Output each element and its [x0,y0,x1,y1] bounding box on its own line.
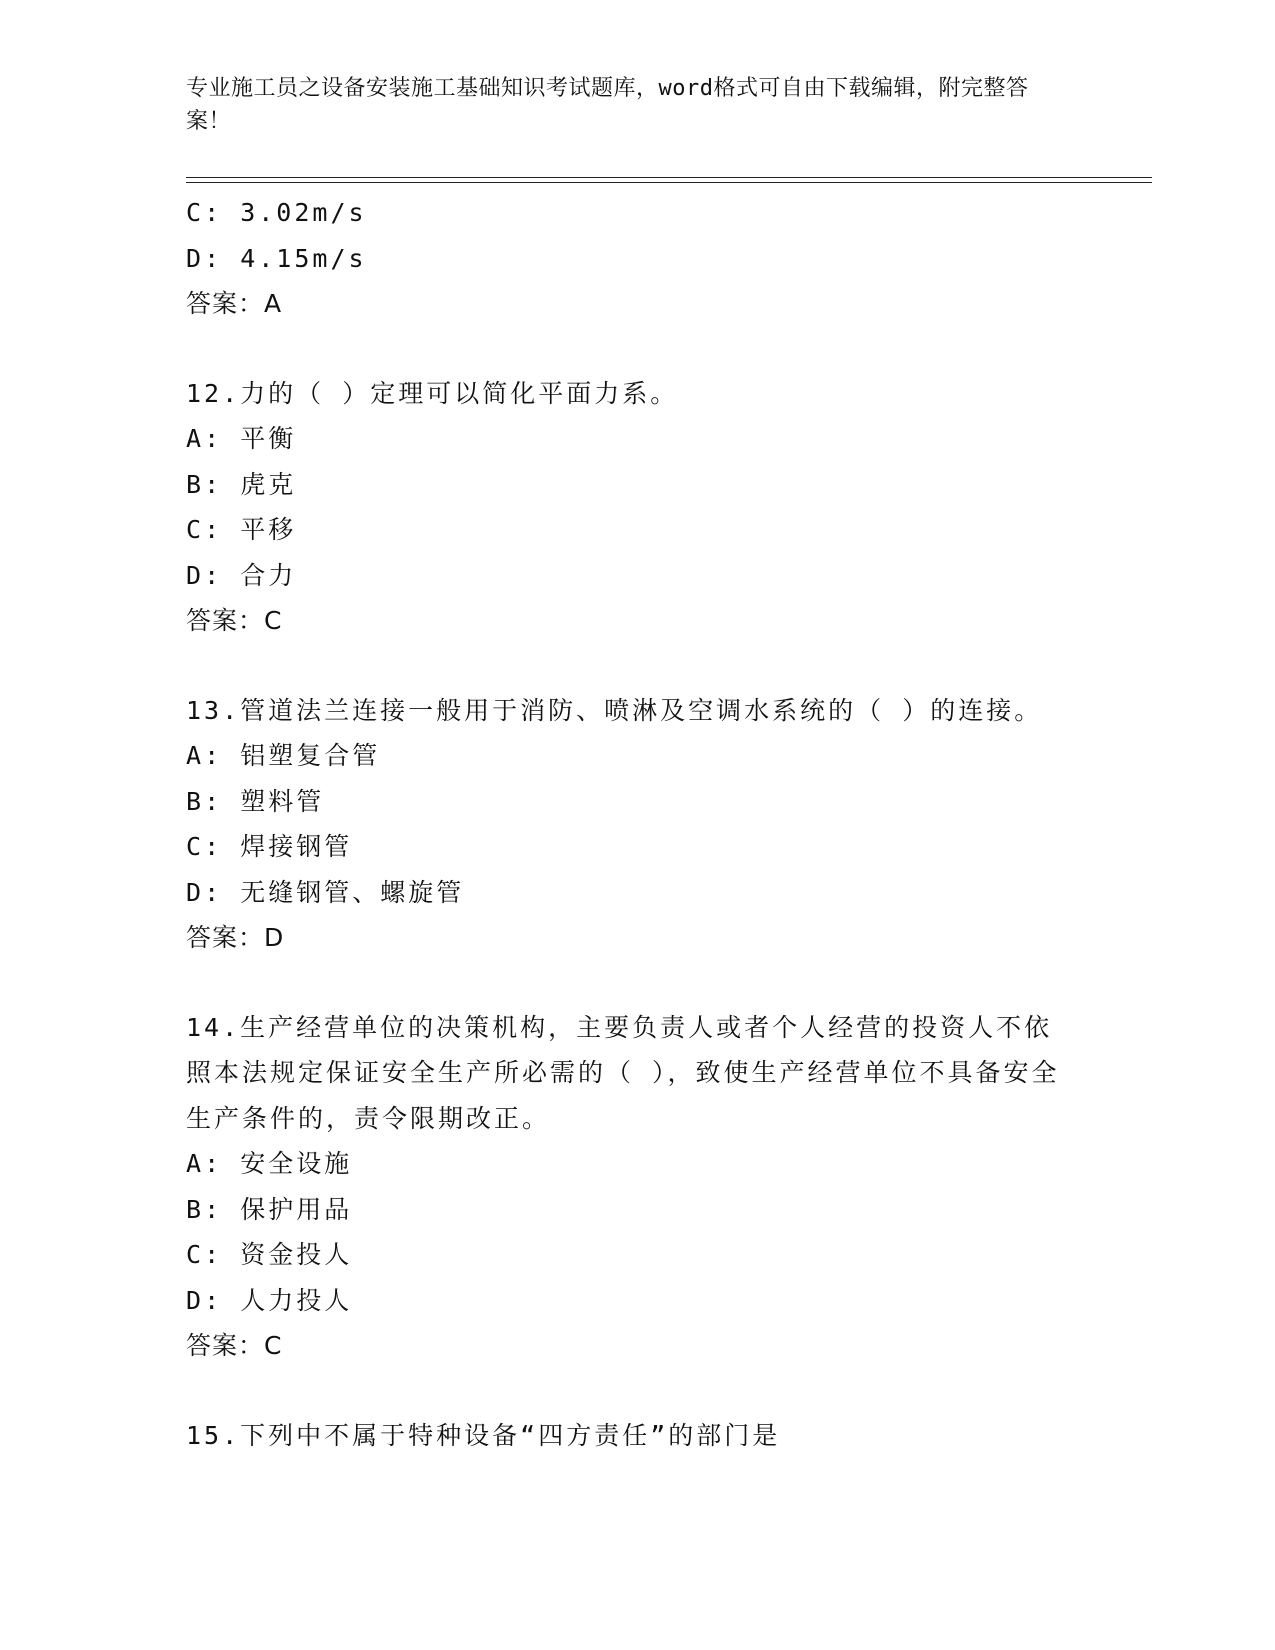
answer-line: 答案：A [186,289,283,318]
question-15 [186,1413,1086,1459]
option-d: D: 无缝钢管、螺旋管 [186,877,465,907]
page-header: 专业施工员之设备安装施工基础知识考试题库，word格式可自由下载编辑，附完整答案！ [186,76,1029,134]
question-14 [186,1005,1086,1369]
option-c: C: 平移 [186,515,297,544]
option-b: B: 虎克 [186,469,297,499]
answer-line: 答案：C [186,606,283,635]
question-13 [186,688,1086,961]
answer-line: 答案：C [186,1331,283,1360]
header-divider-top [186,177,1152,178]
header-divider-bottom [186,182,1152,183]
question-fragment [186,190,1086,327]
option-b: B: 塑料管 [186,786,325,816]
question-stem: 15.下列中不属于特种设备“四方责任”的部门是 [186,1420,781,1450]
option-d: D: 4.15m/s [186,243,367,273]
question-stem: 14.生产经营单位的决策机构，主要负责人或者个人经营的投资人不依照本法规定保证安全生产所必需的（ ），致使生产经营单位不具备安全生产条件的，责令限期改正。 [186,1012,1060,1133]
option-a: A: 平衡 [186,424,297,453]
option-d: D: 合力 [186,560,297,590]
option-a: A: 安全设施 [186,1149,353,1178]
option-b: B: 保护用品 [186,1194,353,1224]
question-stem: 13.管道法兰连接一般用于消防、喷淋及空调水系统的（ ）的连接。 [186,695,1043,725]
option-c: C: 资金投人 [186,1240,353,1269]
option-a: A: 铝塑复合管 [186,741,381,770]
question-12 [186,371,1086,644]
option-d: D: 人力投人 [186,1285,353,1315]
option-c: C: 焊接钢管 [186,832,353,861]
question-stem: 12.力的（ ）定理可以简化平面力系。 [186,378,679,408]
answer-line: 答案：D [186,923,285,952]
option-c: C: 3.02m/s [186,198,367,227]
question-content [186,190,1086,1458]
